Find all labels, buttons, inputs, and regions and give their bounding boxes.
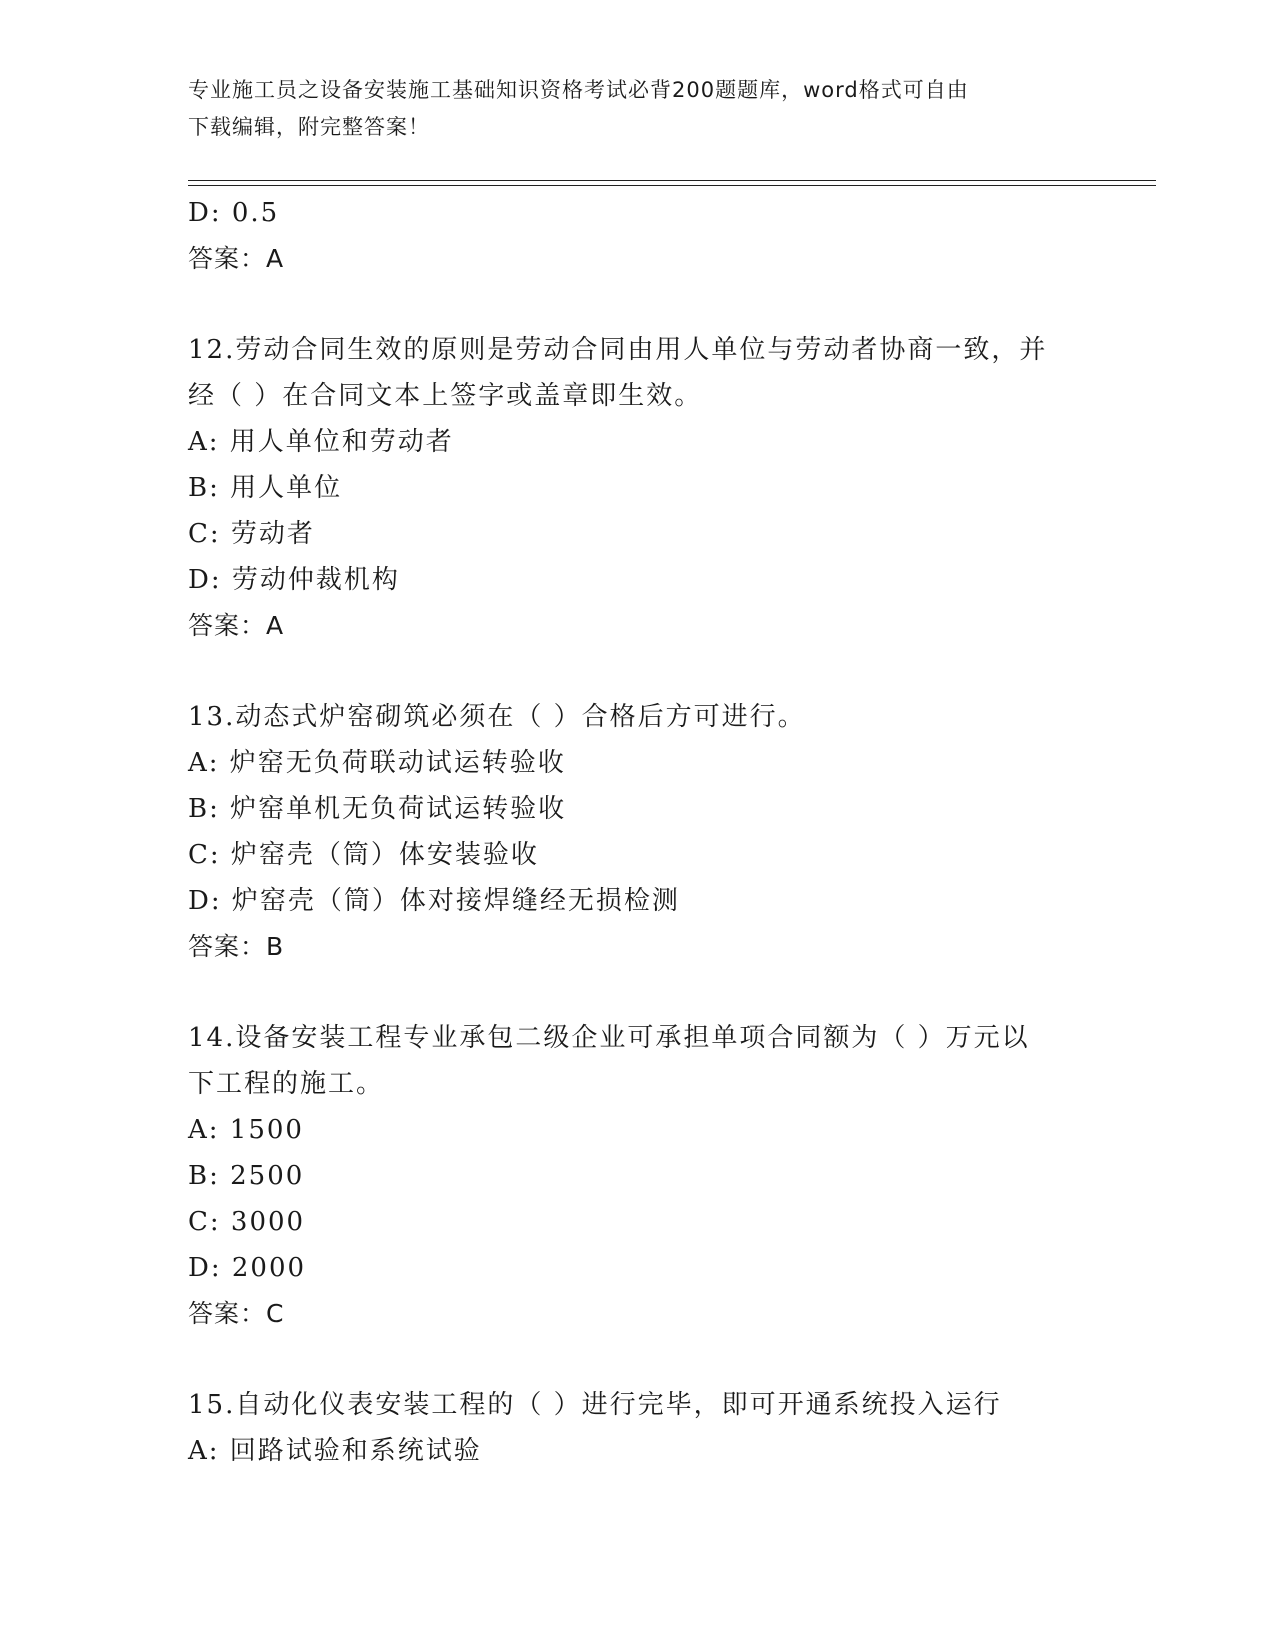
answer-line: 答案：A: [188, 611, 285, 640]
option-d: D: 劳动仲裁机构: [188, 565, 400, 595]
question-12: [188, 327, 1088, 649]
spacer: [188, 970, 1088, 1015]
question-14: [188, 1015, 1088, 1337]
option-b: B: 2500: [188, 1161, 305, 1191]
option-d: D: 炉窑壳（筒）体对接焊缝经无损检测: [188, 886, 680, 916]
header-line-2: 下载编辑，附完整答案！: [188, 115, 430, 139]
answer-line: 答案：A: [188, 244, 285, 273]
option-a: A: 回路试验和系统试验: [188, 1436, 482, 1466]
option-c: C: 劳动者: [188, 519, 315, 549]
question-text-line: 13.动态式炉窑砌筑必须在（ ）合格后方可进行。: [188, 702, 806, 732]
question-list: [188, 190, 1088, 1474]
question-text-line: 14.设备安装工程专业承包二级企业可承担单项合同额为（ ）万元以: [188, 1023, 1030, 1053]
option-d: D: 0.5: [188, 198, 280, 228]
header-divider-top: [188, 180, 1156, 181]
option-c: C: 3000: [188, 1207, 306, 1237]
header-line-1: 专业施工员之设备安装施工基础知识资格考试必背200题题库，word格式可自由: [188, 78, 969, 102]
question-13: [188, 694, 1088, 970]
spacer: [188, 1337, 1088, 1382]
option-c: C: 炉窑壳（筒）体安装验收: [188, 840, 539, 870]
spacer: [188, 649, 1088, 694]
option-a: A: 用人单位和劳动者: [188, 427, 454, 457]
answer-line: 答案：B: [188, 932, 285, 961]
question-text-line: 经（ ）在合同文本上签字或盖章即生效。: [188, 381, 703, 411]
option-b: B: 炉窑单机无负荷试运转验收: [188, 794, 567, 824]
option-d: D: 2000: [188, 1253, 307, 1283]
spacer: [188, 282, 1088, 327]
document-header: [188, 72, 1088, 146]
question-text-line: 下工程的施工。: [188, 1069, 385, 1099]
question-15: [188, 1382, 1088, 1474]
question-text-line: 15.自动化仪表安装工程的（ ）进行完毕，即可开通系统投入运行: [188, 1390, 1002, 1420]
option-a: A: 1500: [188, 1115, 304, 1145]
option-b: B: 用人单位: [188, 473, 343, 503]
header-divider-bottom: [188, 185, 1156, 186]
question-text-line: 12.劳动合同生效的原则是劳动合同由用人单位与劳动者协商一致，并: [188, 335, 1048, 365]
answer-line: 答案：C: [188, 1299, 285, 1328]
option-a: A: 炉窑无负荷联动试运转验收: [188, 748, 566, 778]
